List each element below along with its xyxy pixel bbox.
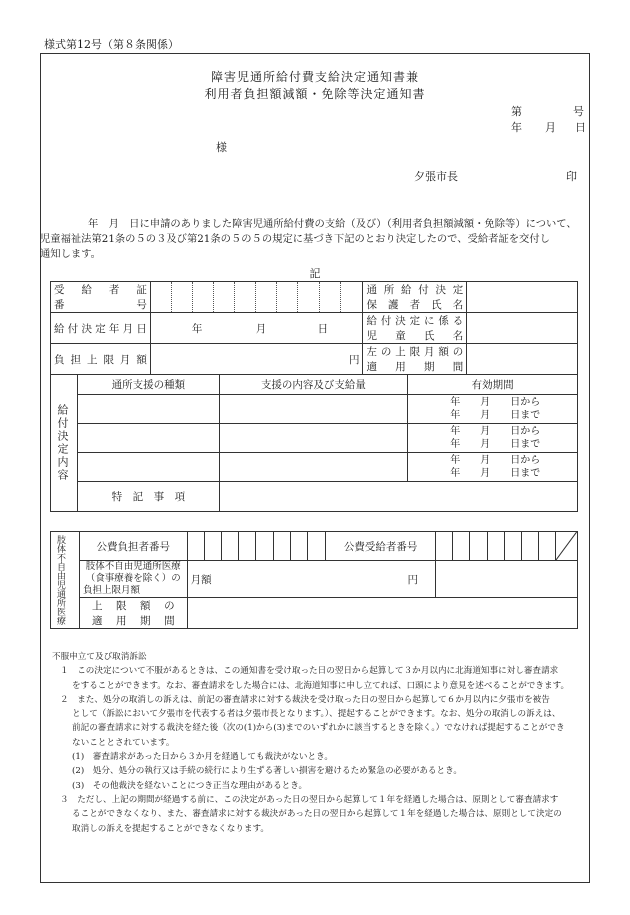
medical-recipient-no-label: 公費受給者番号 [326, 532, 436, 561]
special-notes-label: 特 記 事 項 [77, 482, 219, 512]
decision-date-field[interactable]: 年 月 日 [150, 313, 363, 344]
col-service-content: 支援の内容及び支給量 [219, 375, 408, 395]
addressee-suffix: 様 [216, 141, 227, 154]
decision-contents-table [50, 374, 578, 512]
doc-date-month: 月 [545, 121, 556, 134]
appeal-notes: 不服申立て及び取消訴訟 １ この決定について不服があるときは、この通知書を受け取った日の翌日から起算して３か月以内に北海道知事に対し審査請求 をすることができます。なお、審査請求をした場合には、北海道知事に申し立てれば、口頭により意見を述べることができます。 ２ また、処分の取消しの訴えは、前記の審査請求に対する裁決を受け取った日の翌日から起算して６か月以内に夕張市を被告 として（訴訟において夕張市を代表する者は夕張市長となります。）、提起することができます。なお、処分の取消しの訴えは、 前記の審査請求に対する裁決を経た後（次の(1)から(3)までのいずれかに該当するときを除く。）でなければ提起することができ ないこととされています。 (1) 審査請求があった日から３か月を経過しても裁決がないとき。 (2) 処分、処分の執行又は手続の続行により生ずる著しい損害を避けるため緊急の必要があるとき。 (3) その他裁決を経ないことにつき正当な理由があるとき。 ３ ただし、上記の期間が経過する前に、この決定があった日の翌日から起算して１年を経過した場合は、原則として審査請求す ることができなくなり、また、審査請求に対する裁決があった日の翌日から起算して１年を経過した場合は、原則として決定の 取消しの訴えを提起することができなくなります。 [52, 650, 582, 836]
medical-recipient-no-digit[interactable] [487, 532, 504, 561]
medical-table [50, 531, 578, 629]
decision-side-label: 給付決定内容 [51, 375, 78, 512]
payer-no-digit[interactable] [221, 532, 238, 561]
payer-no-digit[interactable] [187, 532, 204, 561]
recipient-no-digit[interactable] [276, 282, 297, 313]
valid-period-cell[interactable]: 年 月 日から 年 月 日まで [408, 424, 578, 453]
recipient-no-label: 受 給 者 証 番 号 [51, 282, 151, 313]
medical-recipient-no-digit[interactable] [539, 532, 556, 561]
title-line-2: 利用者負担額減額・免除等決定通知書 [204, 87, 426, 101]
recipient-no-digit[interactable] [150, 282, 171, 313]
doc-date-year: 年 [511, 121, 522, 134]
payer-no-label: 公費負担者番号 [80, 532, 188, 561]
doc-number-prefix: 第 [511, 105, 522, 118]
service-type-cell[interactable] [77, 453, 219, 482]
limit-period-field[interactable] [467, 344, 578, 375]
ki-heading: 記 [309, 267, 321, 280]
service-type-cell[interactable] [77, 424, 219, 453]
special-notes-field[interactable] [219, 482, 577, 512]
recipient-no-digit[interactable] [341, 282, 363, 313]
medical-recipient-no-digit[interactable] [453, 532, 470, 561]
medical-side-label: 肢体不自由児通所医療 [51, 532, 80, 629]
form-number: 様式第12号（第８条関係） [44, 38, 179, 51]
title-line-1: 障害児通所給付費支給決定通知書兼 [210, 70, 419, 84]
decision-date-label: 給付決定年月日 [51, 313, 151, 344]
recipient-no-digit[interactable] [234, 282, 255, 313]
medical-limit-field[interactable]: 月額 円 [187, 561, 435, 598]
guardian-name-label: 通所給付決定 保護者氏名 [363, 282, 467, 313]
body-paragraph: 年 月 日に申請のありました障害児通所給付費の支給（及び）（利用者負担額減額・免除等）について、 児童福祉法第21条の５の３及び第21条の５の５の規定に基づき下記のとおり決定したので、受給者証を交付し 通知します。 [40, 218, 577, 260]
medical-recipient-no-digit[interactable] [521, 532, 538, 561]
recipient-no-digit[interactable] [297, 282, 319, 313]
medical-period-field[interactable] [187, 598, 577, 629]
recipient-no-digit[interactable] [192, 282, 213, 313]
recipient-info-table [50, 281, 578, 375]
valid-period-cell[interactable]: 年 月 日から 年 月 日まで [408, 453, 578, 482]
doc-number-suffix: 号 [573, 105, 584, 118]
notes-heading: 不服申立て及び取消訴訟 [52, 652, 147, 662]
payer-no-digit[interactable] [256, 532, 273, 561]
payer-no-digit[interactable] [204, 532, 221, 561]
service-type-cell[interactable] [77, 395, 219, 424]
payer-no-digit[interactable] [290, 532, 307, 561]
diagonal-slash-icon [556, 532, 577, 560]
doc-date-day: 日 [575, 121, 586, 134]
child-name-label: 給付決定に係る 児 童 氏 名 [363, 313, 467, 344]
burden-limit-field[interactable]: 円 [150, 344, 363, 375]
medical-limit-label: 肢体不自由児通所医療 （食事療養を除く）の 負担上限月額 [80, 561, 188, 598]
payer-no-digit[interactable] [273, 532, 290, 561]
limit-period-label: 左の上限月額の 適 用 期 間 [363, 344, 467, 375]
recipient-no-digit[interactable] [213, 282, 234, 313]
payer-no-digit[interactable] [308, 532, 326, 561]
medical-recipient-no-digit[interactable] [470, 532, 487, 561]
guardian-name-field[interactable] [467, 282, 578, 313]
payer-no-digit[interactable] [239, 532, 256, 561]
medical-recipient-no-slash [556, 532, 578, 561]
recipient-no-digit[interactable] [255, 282, 276, 313]
burden-limit-label: 負担上限月額 [51, 344, 151, 375]
recipient-no-digit[interactable] [319, 282, 341, 313]
medical-limit-blank [435, 561, 577, 598]
valid-period-cell[interactable]: 年 月 日から 年 月 日まで [408, 395, 578, 424]
issuer-name: 夕張市長 [414, 170, 458, 183]
medical-recipient-no-digit[interactable] [435, 532, 452, 561]
medical-period-label: 上 限 額 の 適 用 期 間 [80, 598, 188, 629]
recipient-no-digit[interactable] [171, 282, 192, 313]
service-content-cell[interactable] [219, 453, 408, 482]
seal-mark: 印 [566, 170, 577, 183]
service-content-cell[interactable] [219, 424, 408, 453]
col-service-type: 通所支援の種類 [77, 375, 219, 395]
service-content-cell[interactable] [219, 395, 408, 424]
medical-recipient-no-digit[interactable] [504, 532, 521, 561]
col-valid-period: 有効期間 [408, 375, 578, 395]
child-name-field[interactable] [467, 313, 578, 344]
